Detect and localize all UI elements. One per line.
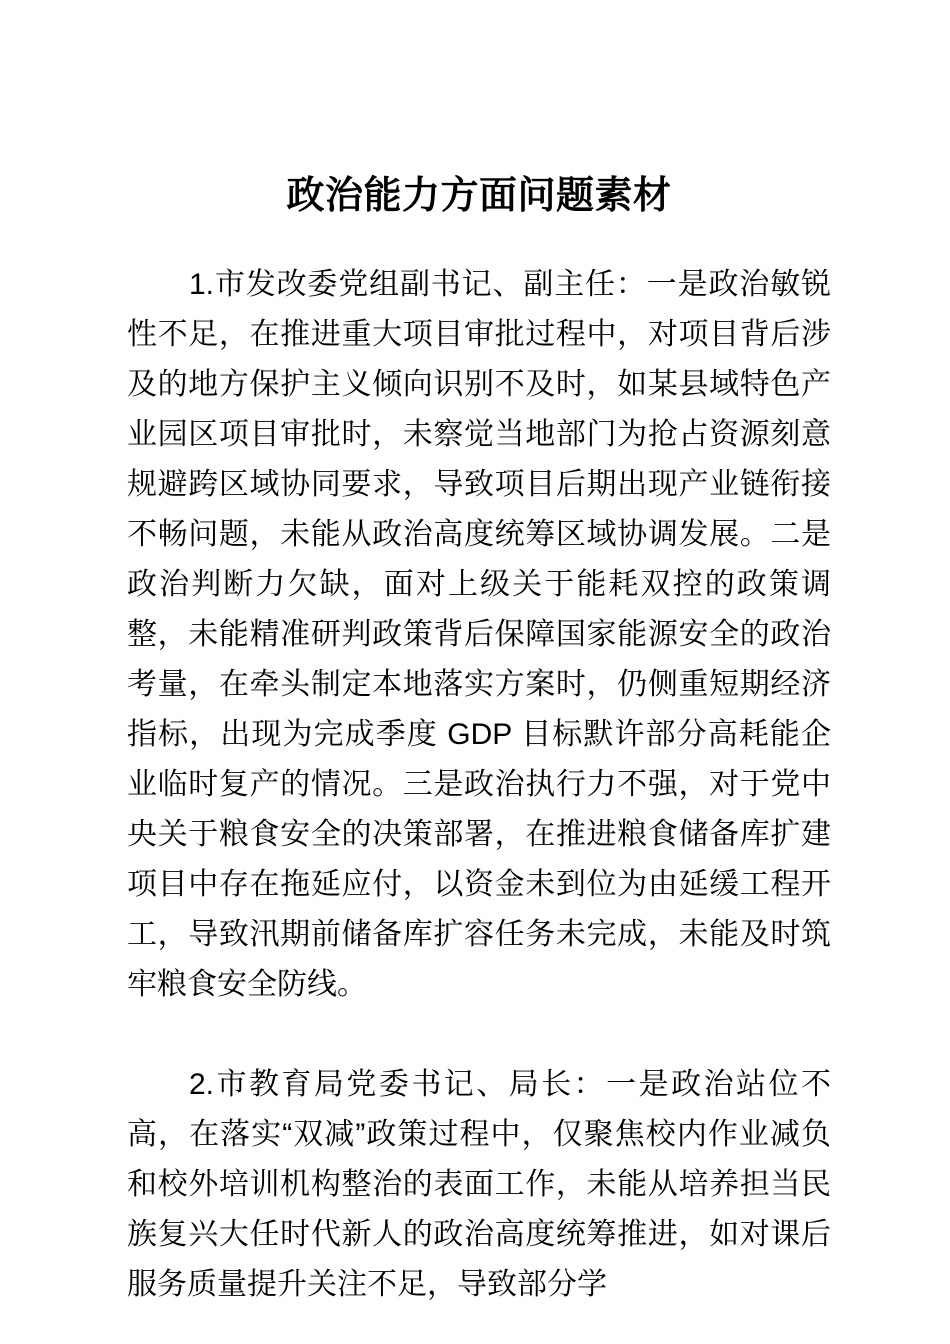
page-title: 政治能力方面问题素材 xyxy=(286,175,672,217)
document-text-column xyxy=(127,0,831,1310)
paragraph-item-1: 1.市发改委党组副书记、副主任：一是政治敏锐性不足，在推进重大项目审批过程中，对项目背后涉及的地方保护主义倾向识别不及时，如某县域特色产业园区项目审批时，未察觉当地部门为抢占资源刻意规避跨区域协同要求，导致项目后期出现产业链衔接不畅问题，未能从政治高度统筹区域协调发展。二是政治判断力欠缺，面对上级关于能耗双控的政策调整，未能精准研判政策背后保障国家能源安全的政治考量，在牵头制定本地落实方案时，仍侧重短期经济指标，出现为完成季度 GDP 目标默许部分高耗能企业临时复产的情况。三是政治执行力不强，对于党中央关于粮食安全的决策部署，在推进粮食储备库扩建项目中存在拖延应付，以资金未到位为由延缓工程开工，导致汛期前储备库扩容任务未完成，未能及时筑牢粮食安全防线。 xyxy=(127,268,831,1001)
paragraph-item-2: 2.市教育局党委书记、局长：一是政治站位不高，在落实“双减”政策过程中，仅聚焦校内作业减负和校外培训机构整治的表面工作，未能从培养担当民族复兴大任时代新人的政治高度统筹推进，如对课后服务质量提升关注不足，导致部分学 xyxy=(127,1068,831,1301)
